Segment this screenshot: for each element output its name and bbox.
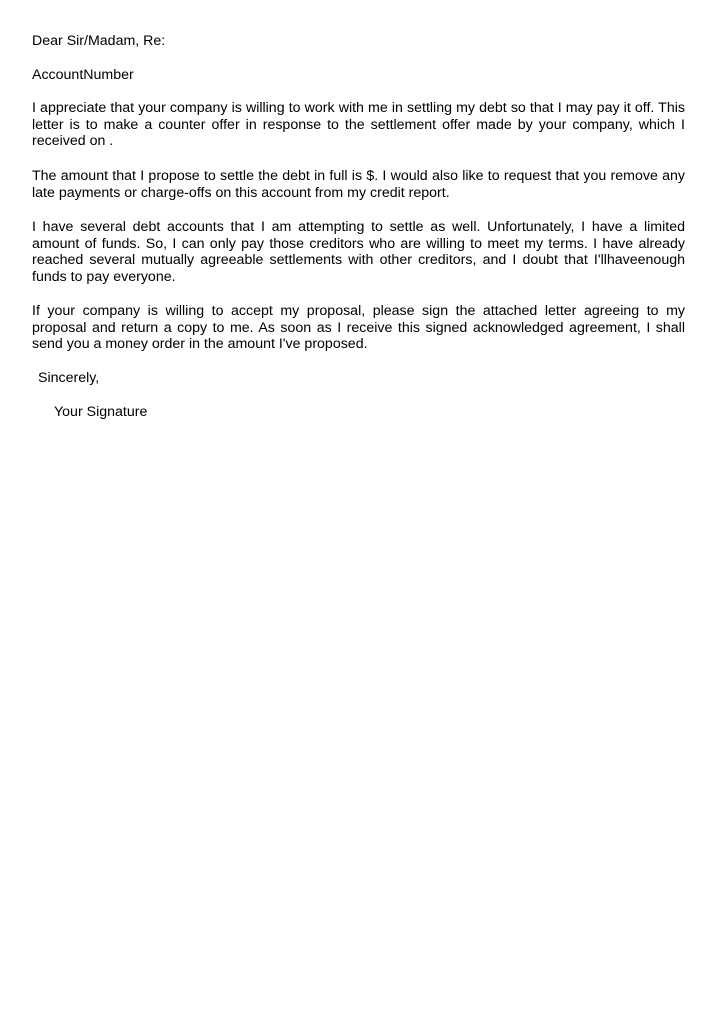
paragraph-proposed-amount: The amount that I propose to settle the debt in full is $. I would also like to request that you remove any late payments or charge-offs on this account from my credit report. — [32, 168, 685, 201]
paragraph-limited-funds: I have several debt accounts that I am attempting to settle as well. Unfortunately, I have a limited amount of funds. So, I can only pay those creditors who are willing to meet my terms. I have already reached several mutually agreeable settlements with other creditors, and I doubt that I'llhaveenough funds to pay everyone. — [32, 219, 685, 285]
paragraph-appreciation: I appreciate that your company is willing to work with me in settling my debt so that I may pay it off. This letter is to make a counter offer in response to the settlement offer made by your company, which I received on . — [32, 100, 685, 150]
signature-line: Your Signature — [54, 404, 148, 420]
paragraph-acceptance-request: If your company is willing to accept my proposal, please sign the attached letter agreeing to my proposal and return a copy to me. As soon as I receive this signed acknowledged agreement, I shall send you a money order in the amount I've proposed. — [32, 303, 685, 353]
account-number-line: AccountNumber — [32, 67, 134, 83]
salutation: Dear Sir/Madam, Re: — [32, 33, 166, 49]
closing: Sincerely, — [38, 370, 100, 386]
